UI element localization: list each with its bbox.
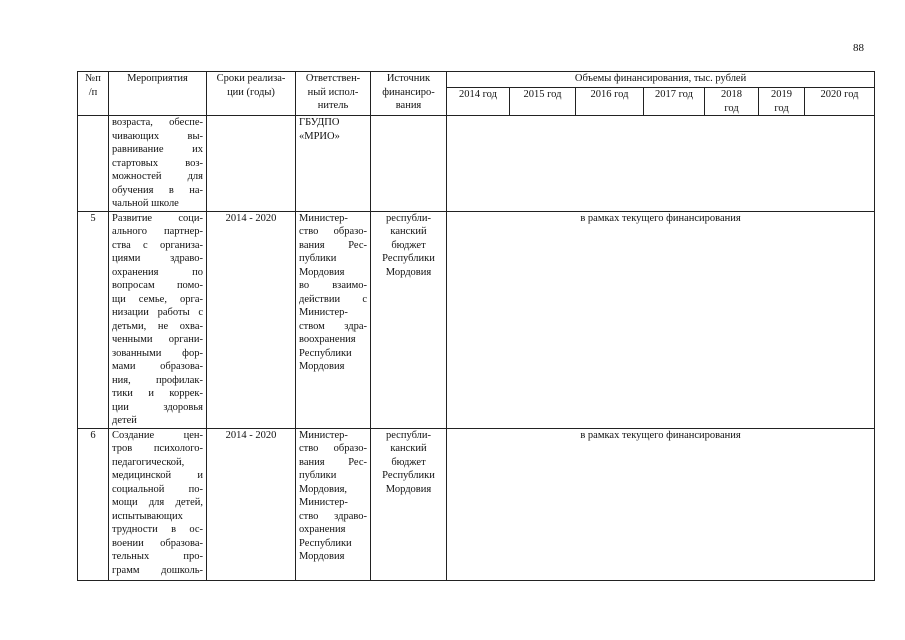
- header-year: 2019 год: [759, 88, 805, 116]
- row-financing: в рамках текущего финансирования: [447, 211, 875, 428]
- row-event: Развитие соци- ального партнер- ства с организа- циями здраво- охранения по вопросам помо- щи семье, орга- низации работы с детьми, не охва- ченными органи- зованными фор- мами образова- ния, профилак- тики и коррек- ции здоровья детей: [109, 211, 207, 428]
- row-terms: 2014 - 2020: [207, 428, 296, 580]
- header-source: Источник финансиро- вания: [371, 72, 447, 116]
- row-source: республи- канский бюджет Республики Мордовия: [371, 211, 447, 428]
- header-terms: Сроки реализа- ции (годы): [207, 72, 296, 116]
- row-event: Создание цен- тров психолого- педагогической, медицинской и социальной по- мощи для детей, испытывающих трудности в ос- воении образова- тельных про- грамм дошколь-: [109, 428, 207, 580]
- row-num: 5: [78, 211, 109, 428]
- header-event: Мероприятия: [109, 72, 207, 116]
- header-year: 2015 год: [510, 88, 576, 116]
- row-responsible: Министер- ство образо- вания Рес- публики Мордовия во взаимо- действии с Министер- ством здра- воохранения Республики Мордовия: [296, 211, 371, 428]
- row-num: 6: [78, 428, 109, 580]
- table-row: [78, 211, 875, 428]
- row-event: возраста, обеспе- чивающих вы- равнивание их стартовых воз- можностей для обучения в на- чальной школе: [109, 116, 207, 212]
- row-responsible: ГБУДПО «МРИО»: [296, 116, 371, 212]
- page-number: 88: [853, 42, 864, 54]
- header-year: 2020 год: [805, 88, 875, 116]
- financing-table: [77, 71, 875, 581]
- table-row: [78, 116, 875, 212]
- row-responsible: Министер- ство образо- вания Рес- публики Мордовия, Министер- ство здраво- охранения Республики Мордовия: [296, 428, 371, 580]
- row-financing: [447, 116, 875, 212]
- header-volumes: Объемы финансирования, тыс. рублей: [447, 72, 875, 88]
- header-num: №п /п: [78, 72, 109, 116]
- row-source: республи- канский бюджет Республики Мордовия: [371, 428, 447, 580]
- header-year: 2016 год: [576, 88, 644, 116]
- header-year: 2017 год: [644, 88, 705, 116]
- header-responsible: Ответствен- ный испол- нитель: [296, 72, 371, 116]
- row-num: [78, 116, 109, 212]
- row-terms: 2014 - 2020: [207, 211, 296, 428]
- header-year: 2018 год: [705, 88, 759, 116]
- header-year: 2014 год: [447, 88, 510, 116]
- row-financing: в рамках текущего финансирования: [447, 428, 875, 580]
- row-terms: [207, 116, 296, 212]
- table-row: [78, 428, 875, 580]
- row-source: [371, 116, 447, 212]
